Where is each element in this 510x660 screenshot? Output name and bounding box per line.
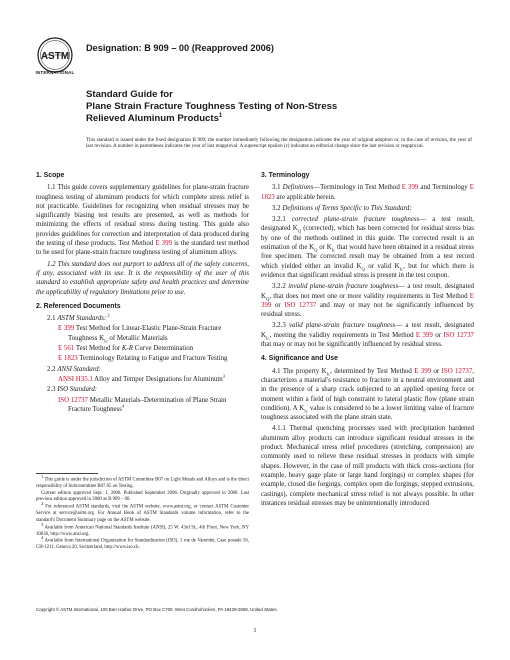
footnote	[36, 501, 249, 524]
link-e399[interactable]: E 399	[58, 325, 75, 333]
link-iso-12737[interactable]: ISO 12737	[441, 367, 473, 375]
text: , but for which there is evidence that significant residual stress is present in the test coupon.	[261, 262, 474, 279]
text: 4.1 The property K	[272, 367, 327, 375]
text: 1.1 This guide covers supplementary guidelines for plane-strain fracture toughness testing of aluminum products for which complete stress relief is not practicable. Guidelines for recognizing when residual stresses may be significantly biasing test results are presented, as well as methods for minimizing the effects of residual stress during testing. This guide also provides guidelines for correction and interpretation of data produced during the testing of these products. Test Method	[36, 184, 249, 248]
text: ASTM Standards:	[57, 315, 107, 323]
reference-item	[47, 324, 249, 343]
text: Test Method for Linear-Elastic Plane-Strain Fracture Toughness K	[68, 325, 222, 342]
footnote-mark: 1	[41, 474, 44, 479]
link-e399[interactable]: E 399	[155, 240, 172, 248]
text: invalid plane-strain fracture toughness	[288, 283, 399, 291]
text: valid plane-strain fracture toughness	[288, 322, 396, 330]
text: Ic	[399, 266, 404, 272]
text: or	[271, 301, 285, 309]
link-e561[interactable]: E 561	[58, 345, 75, 353]
reference-item	[47, 396, 249, 415]
text: and Terminology	[418, 184, 470, 192]
text: or	[431, 367, 442, 375]
text: or	[432, 331, 444, 339]
link-ansi-h35-1[interactable]: ANSI H35.1	[58, 375, 93, 383]
link-iso-12737[interactable]: ISO 12737	[284, 301, 317, 309]
text: Ic	[326, 371, 331, 377]
text: or K	[317, 244, 332, 252]
astm-standards-label	[47, 314, 249, 323]
text: is the standard test method to be used for plane-strain fracture toughness testing of aluminum alloys.	[36, 240, 249, 257]
logo-text: ASTM	[40, 51, 70, 62]
link-e399[interactable]: E 399	[401, 184, 419, 192]
text: Q	[265, 295, 270, 301]
link-e399[interactable]: E 399	[261, 292, 474, 309]
title-line-2-text: Relieved Aluminum Products	[86, 113, 219, 124]
footnote	[36, 474, 249, 490]
text: ISO Standard:	[57, 386, 98, 394]
terminology-para-3-2	[261, 204, 474, 213]
text: and may or may not be significantly influenced by residual stress.	[261, 301, 474, 319]
footnote-mark: 2	[41, 501, 44, 507]
text: K-R	[121, 345, 134, 353]
footnote	[36, 490, 249, 507]
text: of Metallic Materials	[107, 334, 168, 342]
footnotes	[36, 474, 249, 552]
text: — a test result, designated K	[261, 283, 474, 300]
text: — a test result, designated K	[261, 322, 474, 339]
text: 3.1	[272, 184, 283, 192]
title-line-2	[86, 113, 486, 125]
text: Current edition approved Sept. 1, 2006. Published September 2006. Originally approved in 2000. Last previous edition approved in 2000 as B 909 – 00.	[36, 490, 249, 503]
text: Q	[314, 247, 318, 253]
text: , determined by Test Method	[330, 367, 415, 375]
text: are applicable herein.	[274, 193, 336, 201]
title-footnote-mark: 1	[218, 112, 223, 119]
text: This guide is under the jurisdiction of ASTM Committee B07 on Light Metals and Alloys and is the direct responsibility of Subcommittee B07.05 on Testing.	[36, 477, 249, 489]
text: 3.2.2	[272, 283, 289, 291]
text: 3.2.1	[272, 216, 292, 224]
link-e1823[interactable]: E 1823	[58, 355, 78, 363]
link-e1823[interactable]: E 1823	[261, 184, 474, 201]
text: For referenced ASTM standards, visit the ASTM website, www.astm.org, or contact ASTM Customer Service at service@astm.org. For Annual Book of ASTM Standards volume information, refer to the standard's Document Summary page on the ASTM website.	[36, 504, 249, 523]
footnote-mark: 4	[121, 403, 125, 409]
text: or valid K	[364, 262, 400, 270]
reference-item	[47, 344, 249, 353]
significance-para-4-1-1: 4.1.1 Thermal quenching processes used with precipitation hardened aluminum alloy products can introduce significant residual stresses in the product. Mechanical stress relief procedures (stretching, compression) are commonly used to relieve these residual stresses in products with simple shapes. However, in the case of mill products with thick cross-sections (for example, heavy gage plate or large hand forgings) or complex shapes (for example, closed die forgings, complex open die forgings, stepped extrusions, castings), complete mechanical stress relief is not always possible. In other instances residual stresses may be unintentionally introduced	[261, 425, 474, 507]
text: Curve Determination	[133, 345, 194, 353]
terminology-para-3-2-2	[261, 282, 474, 319]
text: Alloy and Temper Designations for Aluminum	[92, 375, 223, 383]
text: 2.1	[47, 315, 58, 323]
title-pre: Standard Guide for	[86, 89, 173, 100]
text: Definitions	[282, 184, 314, 192]
text: corrected plane-strain fracture toughness	[291, 216, 420, 224]
text: —Terminology in Test Method	[313, 184, 402, 192]
footnote-mark: 2	[106, 312, 110, 318]
text: Ic	[304, 408, 308, 414]
text: 2.2	[47, 365, 58, 373]
footnote-mark: 4	[41, 535, 44, 541]
iso-standard-label	[47, 385, 249, 394]
footnote-mark: 3	[222, 373, 226, 379]
reference-item	[47, 354, 249, 363]
text: (corrected), which has been corrected for residual stress bias by one of the methods outlined in this guide. The corrected result is an estimation of the K	[261, 225, 474, 252]
terminology-para-3-1	[261, 183, 474, 202]
link-e399[interactable]: E 399	[415, 331, 433, 339]
text: 3.2.3	[272, 322, 289, 330]
footnote-mark: 3	[41, 521, 44, 527]
standard-notice: This standard is issued under the fixed designation B 909; the number immediately following the designation indicates the year of original adoption or, in the case of revision, the year of last revision. A number in parentheses indicates the year of last reapproval. A superscript epsilon (ε) indicates an editorial change since the last revision or reapproval.	[86, 137, 472, 150]
text: Ic	[331, 247, 336, 253]
text: 2.3	[47, 386, 58, 394]
section-significance-heading: 4. Significance and Use	[261, 355, 338, 363]
text: Q	[297, 228, 302, 234]
footnote	[36, 521, 249, 541]
reference-item	[47, 375, 249, 384]
link-iso-12737[interactable]: ISO 12737	[58, 396, 89, 404]
text: Available from International Organization for Standardization (ISO), 1 rue de Varembé, Case postale 56, CH-1211, Geneva 20, Switzerland, http://www.iso.ch.	[36, 539, 249, 551]
text: Metallic Materials–Determination of Plane Strain Fracture Toughness	[68, 396, 227, 413]
text: , meeting the validity requirements in Test Method	[269, 331, 416, 339]
text: Available from American National Standards Institute (ANSI), 25 W. 43rd St., 4th Floor, New York, NY 10036, http://www.ansi.org.	[36, 525, 249, 537]
text: that would have been obtained in a residual stress free specimen. The corrected result may be obtained from a test record which yielded either an invalid K	[261, 244, 474, 270]
text: Definitions of Terms Specific to This Standard:	[282, 204, 412, 212]
significance-para-4-1	[261, 367, 474, 423]
logo-caption: INTERNATIONAL	[35, 70, 75, 75]
terminology-para-3-2-1	[261, 215, 474, 280]
section-referenced-documents-heading: 2. Referenced Documents	[36, 302, 121, 310]
link-e399[interactable]: E 399	[414, 367, 432, 375]
text: Terminology Relating to Fatigue and Fracture Testing	[77, 355, 228, 363]
text: that may or may not be significantly influenced by residual stress.	[261, 341, 443, 349]
designation: Designation: B 909 – 00 (Reapproved 2006)	[86, 43, 274, 53]
text: , characterizes a material's resistance to fracture in a neutral environment and in the presence of a sharp crack subjected to an applied opening force or moment within a field of high constraint to lateral plastic flow (plane strain condition). A K	[261, 367, 474, 412]
terminology-para-3-2-3	[261, 321, 474, 349]
ansi-standard-label	[47, 365, 249, 374]
footnote	[36, 535, 249, 551]
page-number: 1	[253, 627, 257, 634]
text: Ic	[104, 338, 108, 344]
scope-para-1-2: 1.2 This standard does not purport to address all of the safety concerns, if any, associated with its use. It is the responsibility of the user of this standard to establish appropriate safety and health practices and determine the applicability of regulatory limitations prior to use.	[36, 260, 249, 296]
text: , that does not meet one or more validity requirements in Test Method	[269, 292, 470, 300]
text: Test Method for	[74, 345, 122, 353]
text: 3.2	[272, 204, 283, 212]
text: — a test result, designated K	[261, 216, 474, 233]
document-title	[86, 89, 486, 125]
text: value is considered to be a lower limiting value of fracture toughness associated with the plane strain state.	[261, 404, 474, 422]
section-terminology-heading: 3. Terminology	[261, 172, 310, 179]
left-column	[36, 169, 249, 415]
copyright-footer: Copyright © ASTM International, 100 Barr Harbor Drive, PO Box C700, West Conshohocken, PA 19428-2959, United States.	[36, 607, 278, 612]
link-iso-12737[interactable]: ISO 12737	[443, 331, 475, 339]
section-scope-heading: 1. Scope	[36, 172, 65, 179]
text: ANSI Standard:	[57, 365, 101, 373]
text: Ic	[265, 335, 270, 341]
astm-logo	[36, 36, 74, 74]
footnote-divider	[36, 473, 98, 474]
title-line-1: Plane Strain Fracture Toughness Testing of Non-Stress	[86, 101, 338, 112]
text: Q	[361, 266, 365, 272]
right-column	[261, 169, 474, 510]
scope-para-1-1	[36, 183, 249, 257]
